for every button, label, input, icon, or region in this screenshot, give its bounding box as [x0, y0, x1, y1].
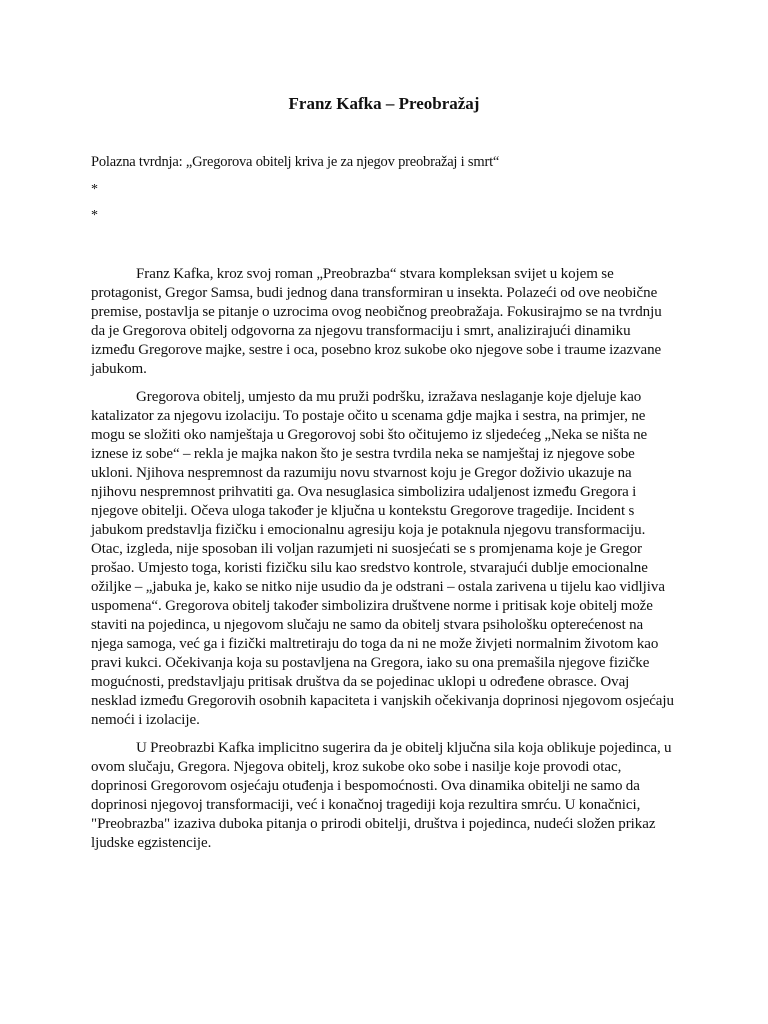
separator-asterisk: * — [91, 208, 98, 223]
document-title: Franz Kafka – Preobražaj — [288, 94, 480, 113]
thesis-statement: Polazna tvrdnja: „Gregorova obitelj kriva je za njegov preobražaj i smrt“ — [91, 154, 500, 170]
paragraph-conclusion: U Preobrazbi Kafka implicitno sugerira da je obitelj ključna sila koja oblikuje pojedinca, u ovom slučaju, Gregora. Njegova obitelj, kroz sukobe oko sobe i nasilje koje provodi otac, doprinosi Gregorovom osjećaju otuđenja i bespomoćnosti. Ova dinamika obitelji ne samo da doprinosi njegovoj transformaciji, već i konačnoj tragediji koja rezultira smrću. U konačnici, "Preobrazba" izaziva duboka pitanja o prirodi obitelji, društva i pojedinca, nudeći složen prikaz ljudske egzistencije. — [91, 740, 672, 851]
separator-asterisk: * — [91, 182, 98, 197]
paragraph-introduction: Franz Kafka, kroz svoj roman „Preobrazba“ stvara kompleksan svijet u kojem se protagonist, Gregor Samsa, budi jednog dana transformiran u insekta. Polazeći od ove neobične premise, postavlja se pitanje o uzrocima ovog neobičnog preobražaja. Fokusirajmo se na tvrdnju da je Gregorova obitelj odgovorna za njegovu transformaciju i smrt, analizirajući dinamiku između Gregorove majke, sestre i oca, posebno kroz sukobe oko njegove sobe i traume izazvane jabukom. — [91, 266, 662, 377]
paragraph-family-analysis: Gregorova obitelj, umjesto da mu pruži podršku, izražava neslaganje koje djeluje kao katalizator za njegovu izolaciju. To postaje očito u scenama gdje majka i sestra, na primjer, ne mogu se složiti oko namještaja u Gregorovoj sobi što očitujemo iz sljedećeg „Neka se ništa ne iznese iz sobe“ – rekla je majka nakon što je sestra tvrdila neka se namještaj iz njegove sobe ukloni. Njihova nespremnost da razumiju novu stvarnost koju je Gregor doživio ukazuje na njihovu nespremnost prihvatiti ga. Ova nesuglasica simbolizira udaljenost između Gregora i njegove obitelji. Očeva uloga također je ključna u kontekstu Gregorove tragedije. Incident s jabukom predstavlja fizičku i emocionalnu agresiju koja je potaknula njegovu transformaciju. Otac, izgleda, nije sposoban ili voljan razumjeti ni suosjećati se s promjenama koje je Gregor prošao. Umjesto toga, koristi fizičku silu kao sredstvo kontrole, stvarajući dublje emocionalne ožiljke – „jabuka je, kako se nitko nije usudio da je odstrani – ostala zarivena u tijelu kao vidljiva uspomena“. Gregorova obitelj također simbolizira društvene norme i pritisak koje obitelj može staviti na pojedinca, u njegovom slučaju ne samo da obitelj stvara psihološku opterećenost na njega samoga, već ga i fizički maltretiraju do toga da ni ne može živjeti normalnim životom kao pravi kukci. Očekivanja koja su postavljena na Gregora, iako su ona premašila njegove fizičke mogućnosti, predstavljaju pritisak društva da se pojedinac uklopi u određene obrasce. Ovaj nesklad između Gregorovih osobnih kapaciteta i vanjskih očekivanja doprinosi njegovom osjećaju nemoći i izolacije. — [91, 389, 674, 728]
essay-body — [91, 265, 675, 862]
